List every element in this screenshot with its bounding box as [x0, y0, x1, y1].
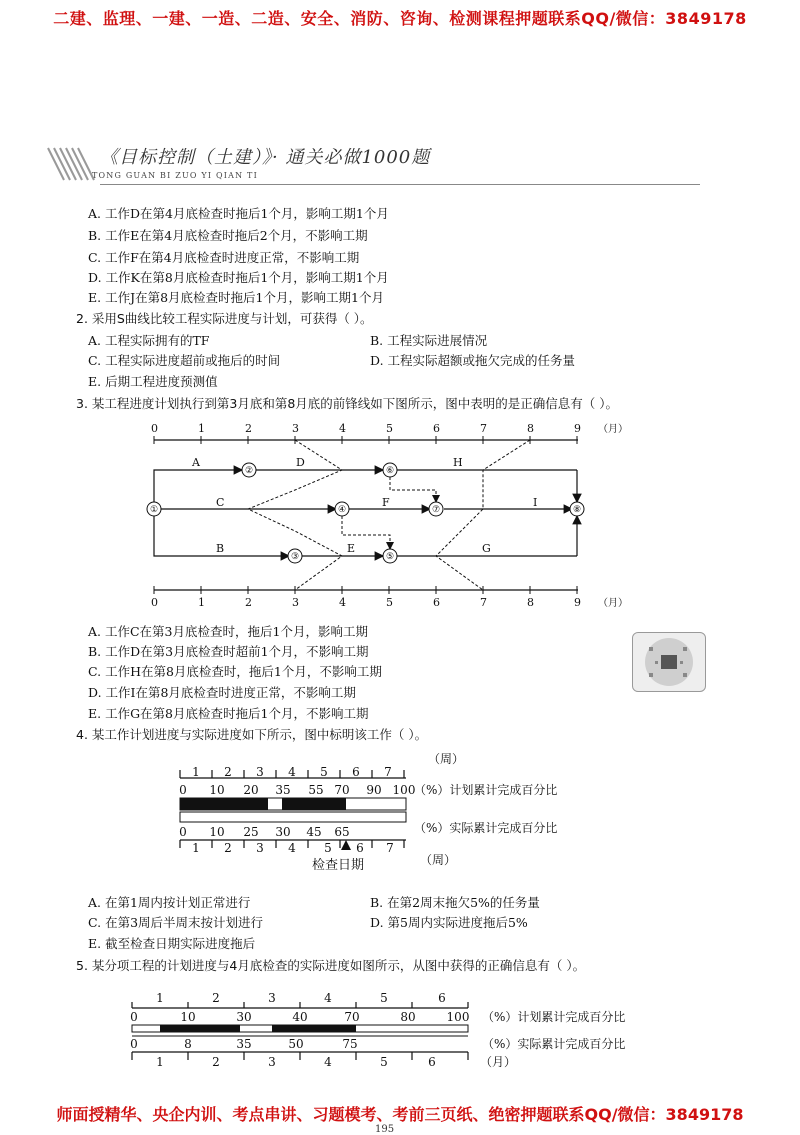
q3-activity-e: E [347, 542, 356, 555]
q5-top-month-6: 6 [438, 991, 446, 1005]
bottom-banner: 师面授精华、央企内训、考点串讲、习题模考、考前三页纸、绝密押题联系QQ/微信：3849178 [56, 1105, 744, 1124]
q5-top-month-4: 4 [324, 991, 332, 1005]
q5-top-month-3: 3 [268, 991, 276, 1005]
q3-node-5: ⑤ [385, 552, 395, 562]
q5-bottom-month-6: 6 [428, 1055, 436, 1069]
q4-plan-pct-6: 90 [366, 783, 382, 797]
q3-top-tick-3: 3 [292, 422, 299, 435]
q3-activity-b: B [216, 542, 225, 555]
q3-bottom-tick-0: 0 [151, 596, 158, 609]
qr-code-icon [633, 633, 705, 691]
q4-plan-pct-1: 10 [209, 783, 225, 797]
header-rule [100, 184, 700, 185]
q5-bottom-month-1: 1 [156, 1055, 164, 1069]
q3-option-a: A. 工作C在第3月底检查时，拖后1个月，影响工期 [88, 624, 368, 639]
q5-actual-pct-1: 8 [184, 1037, 192, 1051]
q5-stem: 5. 某分项工程的计划进度与4月底检查的实际进度如图所示，从图中获得的正确信息有（ ）。 [76, 958, 586, 973]
q1-option-c: C. 工作F在第4月底检查时进度正常，不影响工期 [88, 250, 360, 265]
q3-activity-a: A [192, 456, 200, 469]
q3-bottom-tick-9: 9 [574, 596, 581, 609]
q4-top-week-6: 6 [352, 765, 360, 779]
q4-actual-pct-1: 10 [209, 825, 225, 839]
q3-node-6: ⑥ [385, 466, 395, 476]
q3-stem: 3. 某工程进度计划执行到第3月底和第8月底的前锋线如下图所示，图中表明的是正确信息有（ ）。 [76, 396, 619, 411]
q3-bottom-tick-7: 7 [480, 596, 487, 609]
q4-actual-pct-3: 30 [275, 825, 291, 839]
q4-top-week-1: 1 [192, 765, 200, 779]
q4-bottom-week-4: 4 [288, 841, 296, 855]
q3-option-b: B. 工作D在第3月底检查时超前1个月，不影响工期 [88, 644, 369, 659]
q3-option-c: C. 工作H在第8月底检查时，拖后1个月，不影响工期 [88, 664, 382, 679]
q3-top-tick-1: 1 [198, 422, 205, 435]
q2-option-b: B. 工程实际进展情况 [370, 333, 488, 348]
q2-option-d: D. 工程实际超额或拖欠完成的任务量 [370, 353, 576, 368]
q4-plan-pct-3: 35 [275, 783, 291, 797]
q3-bottom-tick-1: 1 [198, 596, 205, 609]
q4-plan-pct-5: 70 [334, 783, 350, 797]
q5-top-month-2: 2 [212, 991, 220, 1005]
q4-bottom-week-3: 3 [256, 841, 264, 855]
q3-top-tick-6: 6 [433, 422, 440, 435]
q4-check-date-label: 检查日期 [312, 858, 365, 870]
q3-activity-i: I [533, 496, 538, 509]
q3-top-tick-7: 7 [480, 422, 487, 435]
q5-plan-pct-0: 0 [130, 1010, 138, 1024]
q5-plan-pct-1: 10 [180, 1010, 196, 1024]
q4-option-c: C. 在第3周后半周末按计划进行 [88, 915, 264, 930]
q1-option-d: D. 工作K在第8月底检查时拖后1个月，影响工期1个月 [88, 270, 389, 285]
q4-plan-label: （%）计划累计完成百分比 [414, 783, 558, 797]
top-banner: 二建、监理、一建、一造、二造、安全、消防、咨询、检测课程押题联系QQ/微信：3849178 [53, 9, 747, 28]
q3-top-tick-5: 5 [386, 422, 393, 435]
q4-bottom-week-7: 7 [386, 841, 394, 855]
q3-bottom-tick-4: 4 [339, 596, 346, 609]
q4-actual-label: （%）实际累计完成百分比 [414, 821, 558, 835]
q2-option-a: A. 工程实际拥有的TF [88, 333, 210, 348]
q3-top-tick-4: 4 [339, 422, 346, 435]
q3-bottom-tick-3: 3 [292, 596, 299, 609]
q4-plan-pct-0: 0 [179, 783, 187, 797]
q3-top-tick-9: 9 [574, 422, 581, 435]
q1-option-e: E. 工作J在第8月底检查时拖后1个月，影响工期1个月 [88, 290, 384, 305]
q5-bottom-month-3: 3 [268, 1055, 276, 1069]
q5-plan-pct-4: 70 [344, 1010, 360, 1024]
book-title: 《目标控制（土建）》· 通关必做1000题 [100, 147, 431, 168]
q3-top-tick-8: 8 [527, 422, 534, 435]
q4-actual-pct-4: 45 [306, 825, 322, 839]
q5-progress-diagram [120, 986, 660, 1078]
q5-plan-pct-3: 40 [292, 1010, 308, 1024]
q3-bottom-tick-6: 6 [433, 596, 440, 609]
q5-plan-pct-6: 100 [446, 1010, 470, 1024]
q4-top-week-5: 5 [320, 765, 328, 779]
q1-option-b: B. 工作E在第4月底检查时拖后2个月，不影响工期 [88, 228, 368, 243]
q4-plan-pct-2: 20 [243, 783, 259, 797]
q2-stem: 2. 采用S曲线比较工程实际进度与计划，可获得（ ）。 [76, 311, 373, 326]
q3-activity-c: C [216, 496, 225, 509]
q4-actual-pct-0: 0 [179, 825, 187, 839]
q3-bottom-unit: （月） [598, 598, 628, 609]
q3-node-2: ② [244, 466, 254, 476]
q1-option-a: A. 工作D在第4月底检查时拖后1个月，影响工期1个月 [88, 206, 389, 221]
q3-top-tick-0: 0 [151, 422, 158, 435]
q5-actual-label: （%）实际累计完成百分比 [482, 1037, 626, 1051]
q4-option-a: A. 在第1周内按计划正常进行 [88, 895, 251, 910]
q4-progress-diagram [170, 748, 610, 870]
q5-bottom-month-5: 5 [380, 1055, 388, 1069]
q2-option-c: C. 工程实际进度超前或拖后的时间 [88, 353, 281, 368]
q5-plan-pct-2: 30 [236, 1010, 252, 1024]
q4-stem: 4. 某工作计划进度与实际进度如下所示，图中标明该工作（ ）。 [76, 727, 428, 742]
q5-actual-pct-0: 0 [130, 1037, 138, 1051]
q3-bottom-tick-8: 8 [527, 596, 534, 609]
q3-node-3: ③ [290, 552, 300, 562]
q3-node-8: ⑧ [572, 505, 582, 515]
q5-top-month-5: 5 [380, 991, 388, 1005]
q5-actual-pct-4: 75 [342, 1037, 358, 1051]
q3-node-4: ④ [337, 505, 347, 515]
q3-bottom-tick-2: 2 [245, 596, 252, 609]
q3-top-tick-2: 2 [245, 422, 252, 435]
q4-top-week-2: 2 [224, 765, 232, 779]
q4-bottom-week-1: 1 [192, 841, 200, 855]
q4-option-e: E. 截至检查日期实际进度拖后 [88, 936, 256, 951]
q5-bottom-month-2: 2 [212, 1055, 220, 1069]
q4-option-b: B. 在第2周末拖欠5%的任务量 [370, 895, 540, 910]
q4-actual-pct-5: 65 [334, 825, 350, 839]
q5-plan-pct-5: 80 [400, 1010, 416, 1024]
q3-activity-f: F [382, 496, 390, 509]
q4-bottom-week-5: 5 [324, 841, 332, 855]
q4-top-week-3: 3 [256, 765, 264, 779]
q3-bottom-tick-5: 5 [386, 596, 393, 609]
book-subtitle: TONG GUAN BI ZUO YI QIAN TI [92, 171, 258, 180]
q3-node-1: ① [149, 505, 159, 515]
q2-option-e: E. 后期工程进度预测值 [88, 374, 218, 389]
q4-bottom-week-6: 6 [356, 841, 364, 855]
q5-actual-pct-3: 50 [288, 1037, 304, 1051]
q4-plan-pct-7: 100 [392, 783, 416, 797]
page-number: 195 [375, 1124, 395, 1135]
q4-option-d: D. 第5周内实际进度拖后5% [370, 915, 528, 930]
q3-top-unit: （月） [598, 424, 628, 435]
q3-activity-g: G [482, 542, 491, 555]
q4-plan-pct-4: 55 [308, 783, 324, 797]
q3-network-diagram [140, 418, 660, 613]
q5-bottom-month-4: 4 [324, 1055, 332, 1069]
q5-top-month-1: 1 [156, 991, 164, 1005]
q3-activity-h: H [453, 456, 463, 469]
q3-node-7: ⑦ [431, 505, 441, 515]
q4-bottom-week-2: 2 [224, 841, 232, 855]
qr-code-image [632, 632, 706, 692]
q3-option-d: D. 工作I在第8月底检查时进度正常，不影响工期 [88, 685, 356, 700]
q4-bottom-unit: （周） [420, 853, 457, 867]
q5-plan-label: （%）计划累计完成百分比 [482, 1010, 626, 1024]
q5-bottom-unit: （月） [479, 1055, 517, 1069]
q4-top-week-7: 7 [384, 765, 392, 779]
q4-top-week-4: 4 [288, 765, 296, 779]
q3-activity-d: D [296, 456, 305, 469]
q3-option-e: E. 工作G在第8月底检查时拖后1个月，不影响工期 [88, 706, 369, 721]
q5-actual-pct-2: 35 [236, 1037, 252, 1051]
q4-check-date-marker-icon [341, 840, 351, 850]
q4-actual-pct-2: 25 [243, 825, 259, 839]
q4-top-unit: （周） [428, 752, 465, 766]
